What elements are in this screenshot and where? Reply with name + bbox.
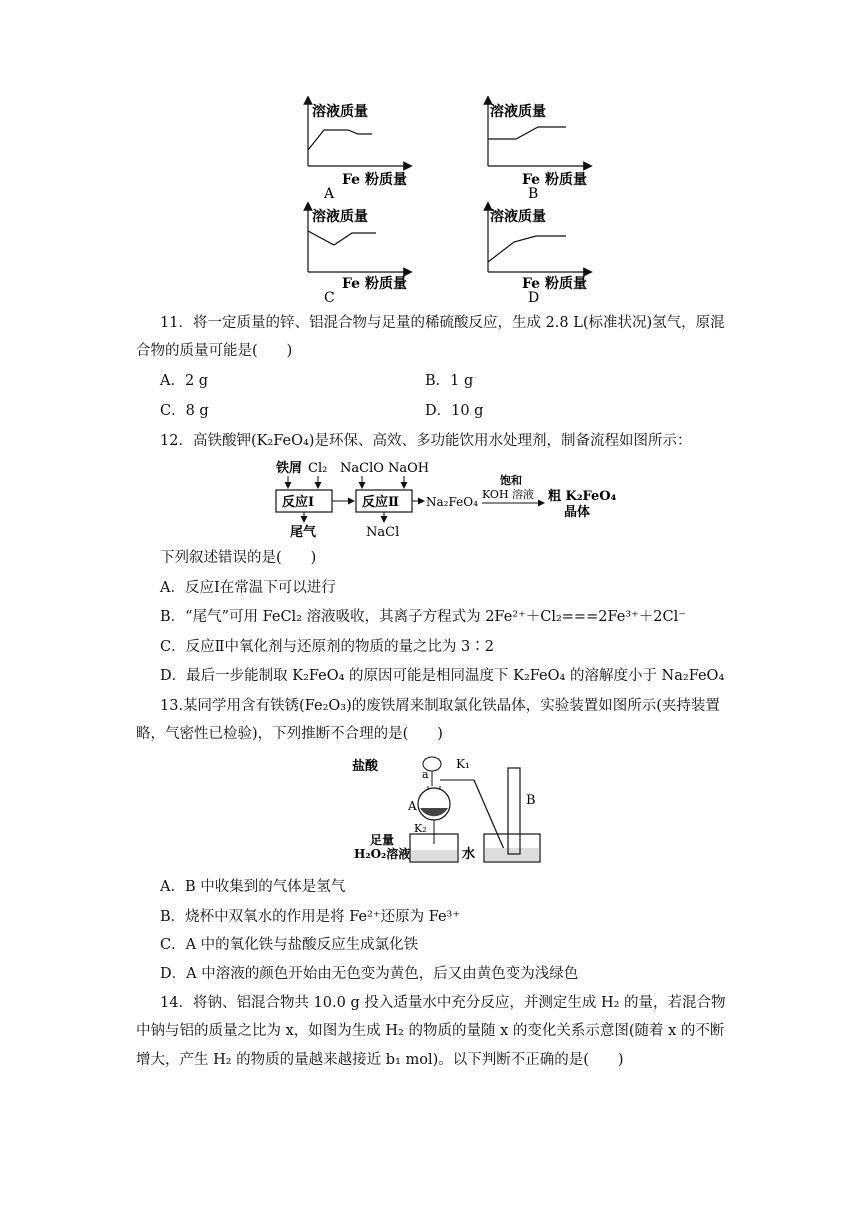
q11-option-a: A．2 g: [160, 373, 209, 389]
graph-a-xlabel: Fe 粉质量: [342, 172, 407, 188]
flow-in-naoh: NaOH: [388, 461, 430, 476]
graph-b-letter: B: [528, 186, 539, 200]
app-peroxide-label2: H₂O₂溶液: [354, 847, 411, 861]
flow-in-cl2: Cl₂: [308, 461, 328, 476]
q12-option-b: B．“尾气”可用 FeCl₂ 溶液吸收，其离子方程式为 2Fe²⁺＋Cl₂===2Fe³⁺＋2Cl⁻: [160, 609, 686, 625]
app-flask-contents: [420, 808, 448, 816]
app-water-label: 水: [462, 847, 476, 862]
graph-c-letter: C: [324, 290, 335, 304]
q13-stem-line1: 13.某同学用含有铁锈(Fe₂O₃)的废铁屑来制取氯化铁晶体，实验装置如图所示(夹持装置: [160, 698, 720, 714]
q12-stem: 12．高铁酸钾(K₂FeO₄)是环保、高效、多功能饮用水处理剂，制备流程如图所示：: [160, 433, 692, 449]
q11-option-c: C．8 g: [160, 403, 209, 419]
q12-prompt: 下列叙述错误的是( ): [160, 550, 317, 566]
graph-c-curve: [308, 231, 376, 245]
graph-b-ylabel: 溶液质量: [490, 104, 546, 120]
app-a-label: a: [422, 768, 429, 781]
graph-b-curve: [488, 127, 566, 139]
flow-out-nacl: NaCl: [366, 525, 400, 540]
q11-stem-line1: 11．将一定质量的锌、铝混合物与足量的稀硫酸反应，生成 2.8 L(标准状况)氢气，原混: [160, 315, 725, 331]
q14-line3: 增大，产生 H₂ 的物质的量越来越接近 b₁ mol)。以下判断不正确的是( ): [136, 1052, 624, 1068]
flow-in-naclo: NaClO: [340, 461, 384, 476]
q13-option-c: C．A 中的氧化铁与盐酸反应生成氯化铁: [160, 937, 419, 953]
flow-product2: 晶体: [564, 505, 591, 520]
q12-option-c: C．反应Ⅱ中氧化剂与还原剂的物质的量之比为 3∶2: [160, 639, 495, 655]
q12-option-d: D．最后一步能制取 K₂FeO₄ 的原因可能是相同温度下 K₂FeO₄ 的溶解度小于 Na₂FeO₄: [160, 668, 725, 684]
graph-a-ylabel: 溶液质量: [312, 104, 368, 120]
flow-cond1: 饱和: [500, 474, 522, 487]
graph-b-xlabel: Fe 粉质量: [522, 172, 587, 188]
q12-option-a: A．反应Ⅰ在常温下可以进行: [160, 580, 336, 596]
app-B-label: B: [526, 793, 536, 808]
flow-in-iron: 铁屑: [276, 461, 303, 476]
graph-a-curve: [308, 130, 372, 150]
app-k2-label: K₂: [414, 822, 427, 835]
graph-a-letter: A: [324, 186, 335, 200]
app-A-label: A: [408, 799, 417, 813]
q11-stem-line2: 合物的质量可能是( ): [136, 343, 293, 359]
q14-line1: 14．将钠、铝混合物共 10.0 g 投入适量水中充分反应，并测定生成 H₂ 的量，若混合物: [160, 995, 726, 1011]
q14-line2: 中钠与铝的质量之比为 x，如图为生成 H₂ 的物质的量随 x 的变化关系示意图(随着 x 的不断: [136, 1023, 725, 1039]
app-peroxide-solution: [411, 850, 457, 861]
graph-c-ylabel: 溶液质量: [312, 209, 368, 225]
q11-option-d: D．10 g: [425, 403, 484, 419]
flow-product1: 粗 K₂FeO₄: [548, 489, 617, 504]
q13-option-a: A．B 中收集到的气体是氢气: [160, 879, 346, 895]
q13-stem-line2: 略，气密性已检验)，下列推断不合理的是( ): [136, 726, 443, 742]
flow-mid-product: Na₂FeO₄: [426, 495, 478, 509]
graph-d-curve: [488, 236, 566, 262]
flow-out-tailgas: 尾气: [290, 525, 317, 540]
graph-d: [476, 200, 606, 304]
q13-option-d: D．A 中溶液的颜色开始由无色变为黄色，后又由黄色变为浅绿色: [160, 966, 579, 982]
graph-c-xlabel: Fe 粉质量: [342, 276, 407, 292]
q11-option-b: B．1 g: [425, 373, 474, 389]
graph-b: [476, 96, 606, 200]
flow-cond2: KOH 溶液: [482, 488, 535, 501]
graph-d-ylabel: 溶液质量: [490, 209, 546, 225]
graph-c: [296, 200, 426, 304]
flow-box1-label: 反应Ⅰ: [282, 495, 315, 510]
app-peroxide-label1: 足量: [370, 833, 395, 847]
app-cylinder-b: [508, 768, 520, 854]
graph-d-xlabel: Fe 粉质量: [522, 276, 587, 292]
app-acid-label: 盐酸: [352, 759, 379, 774]
graph-d-letter: D: [528, 290, 540, 304]
q13-option-b: B．烧杯中双氧水的作用是将 Fe²⁺还原为 Fe³⁺: [160, 909, 461, 925]
flow-box2-label: 反应Ⅱ: [362, 495, 399, 510]
app-k1-label: K₁: [456, 757, 470, 771]
graph-a: [296, 96, 426, 200]
